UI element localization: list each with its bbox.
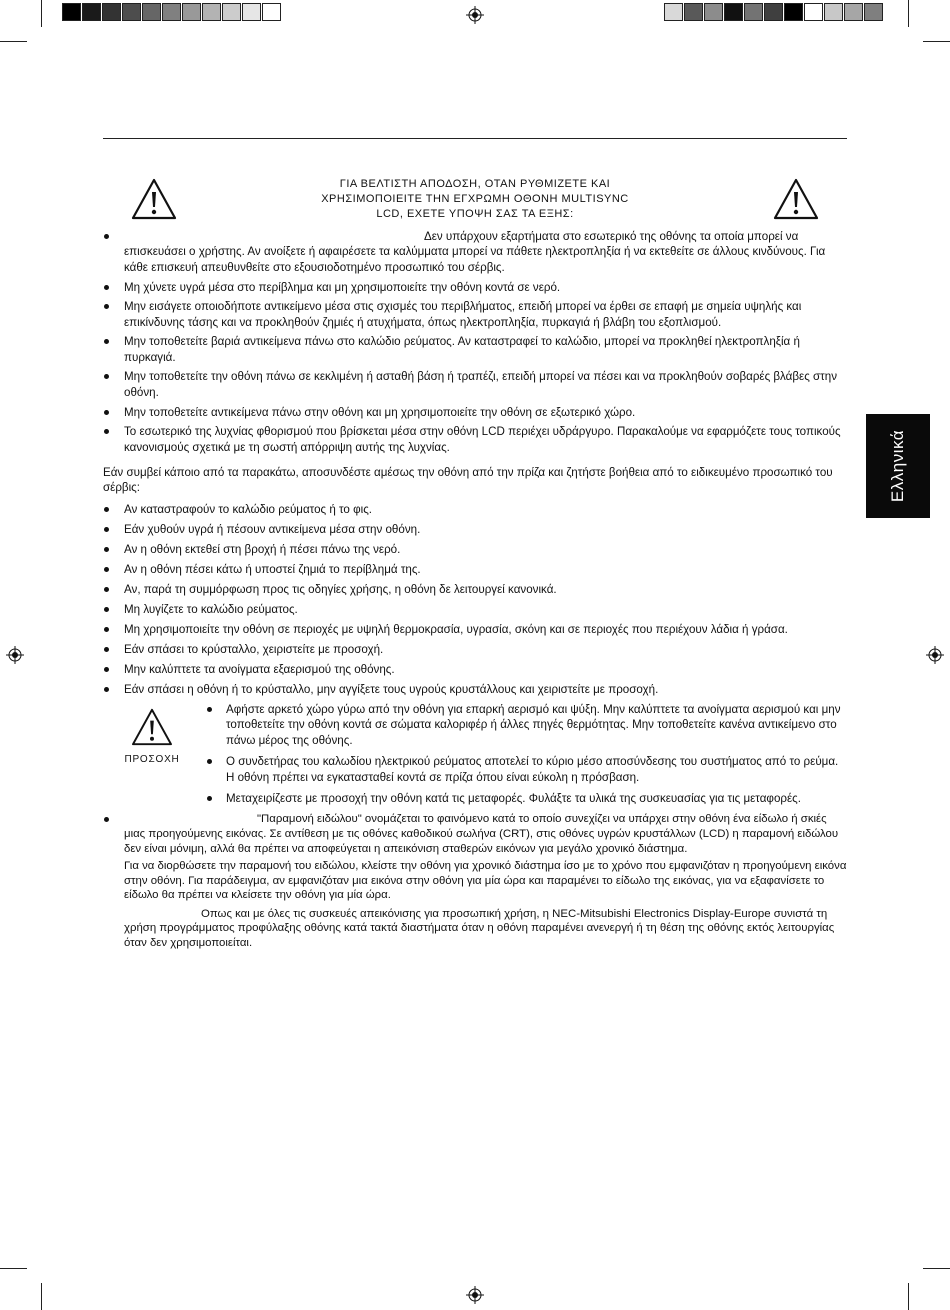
registration-mark-icon xyxy=(6,646,24,664)
color-swatch xyxy=(824,3,843,21)
color-swatch xyxy=(102,3,121,21)
color-swatch xyxy=(82,3,101,21)
color-swatch xyxy=(202,3,221,21)
list-item: Μην τοποθετείτε την οθόνη πάνω σε κεκλιμένη ή ασταθή βάση ή τραπέζι, επειδή μπορεί να πέσει και να προκληθούν σοβαρές βλάβες στην οθόνη. xyxy=(103,369,848,400)
paragraph: Οπως και με όλες τις συσκευές απεικόνισης για προσωπική χρήση, η NEC-Mitsubishi Electronics Display-Europe συνιστά τη χρήση προγράμματος προφύλαξης οθόνης κατά τακτά διαστήματα όταν η οθόνη παραμένει ανενεργή ή τη θέση της οθόνης εκτός λειτουργίας όταν δεν χρησιμοποιείται. xyxy=(124,907,835,950)
crop-mark xyxy=(923,41,950,42)
caution-marker xyxy=(122,708,182,768)
list-item: Μη λυγίζετε το καλώδιο ρεύματος. xyxy=(103,602,848,617)
image-persistence-list xyxy=(103,812,848,856)
color-swatch xyxy=(704,3,723,21)
color-swatch xyxy=(864,3,883,21)
caution-block xyxy=(103,702,848,806)
list-item: Μη χύνετε υγρά μέσα στο περίβλημα και μη χρησιμοποιείτε την οθόνη κοντά σε νερό. xyxy=(103,280,848,295)
safety-content xyxy=(103,229,848,955)
color-swatch xyxy=(684,3,703,21)
crop-mark xyxy=(0,41,27,42)
crop-mark xyxy=(41,1283,42,1310)
list-item: Αφήστε αρκετό χώρο γύρω από την οθόνη για επαρκή αερισμό και ψύξη. Μην καλύπτετε τα ανοίγματα αερισμού και μην τοποθετείτε την οθόνη κοντά σε σώματα καλοριφέρ ή άλλες πηγές θερμότητας. Μην τοποθετείτε κανένα αντικείμενο στο πάνω μέρος της οθόνης. xyxy=(206,702,848,748)
crop-mark xyxy=(908,1283,909,1310)
list-item: "Παραμονή ειδώλου" ονομάζεται το φαινόμενο κατά το οποίο συνεχίζει να υπάρχει στην οθόνη ένα είδωλο ή σκιές μιας προηγούμενης εικόνας. Σε αντίθεση με τις οθόνες καθοδικού σωλήνα (CRT), στις οθόνες υγρών κρυστάλλων (LCD) η παραμονή ειδώλου δεν είναι μόνιμη, αλλά θα πρέπει να αποφεύγεται η απεικόνιση σταθερών εικόνων για μεγάλο χρονικό διάστημα. xyxy=(103,812,848,856)
safety-heading xyxy=(260,177,690,222)
registration-mark-icon xyxy=(466,6,484,24)
heading-line: LCD, ΕΧΕΤΕ ΥΠΟΨΗ ΣΑΣ ΤΑ ΕΞΗΣ: xyxy=(376,208,574,220)
color-swatch xyxy=(122,3,141,21)
list-item: Εάν σπάσει το κρύσταλλο, χειριστείτε με προσοχή. xyxy=(103,642,848,657)
color-swatch xyxy=(262,3,281,21)
color-swatch xyxy=(804,3,823,21)
list-item: Αν η οθόνη εκτεθεί στη βροχή ή πέσει πάνω της νερό. xyxy=(103,542,848,557)
registration-mark-icon xyxy=(466,1286,484,1304)
list-item: Αν, παρά τη συμμόρφωση προς τις οδηγίες χρήσης, η οθόνη δε λειτουργεί κανονικά. xyxy=(103,582,848,597)
color-swatch xyxy=(724,3,743,21)
language-tab xyxy=(866,414,930,518)
color-swatch xyxy=(764,3,783,21)
caution-label: ΠΡΟΣΟΧΗ xyxy=(124,754,180,766)
unplug-intro: Εάν συμβεί κάποιο από τα παρακάτω, αποσυνδέστε αμέσως την οθόνη από την πρίζα και ζητήστε βοήθεια από το ειδικευμένο προσωπικό του σέρβις: xyxy=(103,466,833,495)
heading-line: ΓΙΑ ΒΕΛΤΙΣΤΗ ΑΠΟΔΟΣΗ, ΟΤΑΝ ΡΥΘΜΙΖΕΤΕ ΚΑΙ xyxy=(339,178,611,190)
color-swatch xyxy=(844,3,863,21)
list-item: Μην καλύπτετε τα ανοίγματα εξαερισμού της οθόνης. xyxy=(103,662,848,677)
list-item: Ο συνδετήρας του καλωδίου ηλεκτρικού ρεύματος αποτελεί το κύριο μέσο αποσύνδεσης του συστήματος από το ρεύμα. Η οθόνη πρέπει να εγκατασταθεί κοντά σε πρίζα όπου είναι εύκολη η πρόσβαση. xyxy=(206,754,848,785)
list-item: Μην εισάγετε οποιοδήποτε αντικείμενο μέσα στις σχισμές του περιβλήματος, επειδή μπορεί να έρθει σε επαφή με σημεία υψηλής και επικίνδυνης τάσης και να προκληθούν ζημιές ή ατυχήματα, όπως ηλεκτροπληξία, πυρκαγιά ή βλάβη του εξοπλισμού. xyxy=(103,299,848,330)
list-item: Εάν χυθούν υγρά ή πέσουν αντικείμενα μέσα στην οθόνη. xyxy=(103,522,848,537)
list-item: Το εσωτερικό της λυχνίας φθορισμού που βρίσκεται μέσα στην οθόνη LCD περιέχει υδράργυρο. Παρακαλούμε να εφαρμόζετε τους τοπικούς κανονισμούς σχετικά με τη σωστή απόρριψη αυτής της λυχνίας. xyxy=(103,424,848,455)
list-item: Δεν υπάρχουν εξαρτήματα στο εσωτερικό της οθόνης τα οποία μπορεί να επισκευάσει ο χρήστης. Αν ανοίξετε ή αφαιρέσετε τα καλύμματα μπορεί να πάθετε ηλεκτροπληξία ή να εκτεθείτε σε άλλους κινδύνους. Για κάθε επισκευή απευθυνθείτε στο εξουσιοδοτημένο προσωπικό του σέρβις. xyxy=(103,229,848,275)
heading-line: ΧΡΗΣΙΜΟΠΟΙΕΙΤΕ ΤΗΝ ΕΓΧΡΩΜΗ ΟΘΟΝΗ MULTISYNC xyxy=(321,193,629,205)
color-swatch xyxy=(222,3,241,21)
list-item: Μεταχειρίζεστε με προσοχή την οθόνη κατά τις μεταφορές. Φυλάξτε τα υλικά της συσκευασίας για τις μεταφορές. xyxy=(206,791,848,806)
crop-mark xyxy=(923,1268,950,1269)
caution-list xyxy=(206,702,848,806)
language-tab-label: Ελληνικά xyxy=(888,429,908,503)
warning-triangle-icon xyxy=(130,708,174,746)
color-swatch xyxy=(744,3,763,21)
warning-triangle-icon xyxy=(773,178,819,220)
heading-rule xyxy=(103,138,847,139)
list-item: Αν η οθόνη πέσει κάτω ή υποστεί ζημιά το περίβλημά της. xyxy=(103,562,848,577)
color-swatch xyxy=(664,3,683,21)
color-swatch xyxy=(182,3,201,21)
list-item: Εάν σπάσει η οθόνη ή το κρύσταλλο, μην αγγίξετε τους υγρούς κρυστάλλους και χειριστείτε με προσοχή. xyxy=(103,682,848,697)
crop-mark xyxy=(0,1268,27,1269)
unplug-list xyxy=(103,502,848,697)
crop-mark xyxy=(908,0,909,27)
list-item: Μην τοποθετείτε αντικείμενα πάνω στην οθόνη και μη χρησιμοποιείτε την οθόνη σε εξωτερικό χώρο. xyxy=(103,405,848,420)
color-swatch xyxy=(784,3,803,21)
registration-mark-icon xyxy=(926,646,944,664)
list-item: Μην τοποθετείτε βαριά αντικείμενα πάνω στο καλώδιο ρεύματος. Αν καταστραφεί το καλώδιο, μπορεί να προκληθεί ηλεκτροπληξία ή πυρκαγιά. xyxy=(103,334,848,365)
color-swatch xyxy=(142,3,161,21)
paragraph: Για να διορθώσετε την παραμονή του ειδώλου, κλείστε την οθόνη για χρονικό διάστημα ίσο με το χρόνο που εμφανιζόταν η προηγούμενη εικόνα στην οθόνη. Για παράδειγμα, αν εμφανιζόταν μια εικόνα στην οθόνη για μία ώρα και παραμένει το είδωλο της εικόνας, για να εξαφανίσετε το είδωλο θα πρέπει να κλείσετε την οθόνη για μία ώρα. xyxy=(124,860,847,902)
list-item: Αν καταστραφούν το καλώδιο ρεύματος ή το φις. xyxy=(103,502,848,517)
image-persistence-details xyxy=(103,859,848,951)
crop-mark xyxy=(41,0,42,27)
color-swatch xyxy=(242,3,261,21)
warning-list xyxy=(103,229,848,455)
color-swatch xyxy=(162,3,181,21)
list-item: Μη χρησιμοποιείτε την οθόνη σε περιοχές με υψηλή θερμοκρασία, υγρασία, σκόνη και σε περιοχές που περιέχουν λάδια ή γράσα. xyxy=(103,622,848,637)
color-swatch xyxy=(62,3,81,21)
warning-triangle-icon xyxy=(131,178,177,220)
color-bar-left xyxy=(62,3,282,21)
color-bar-right xyxy=(664,3,884,21)
